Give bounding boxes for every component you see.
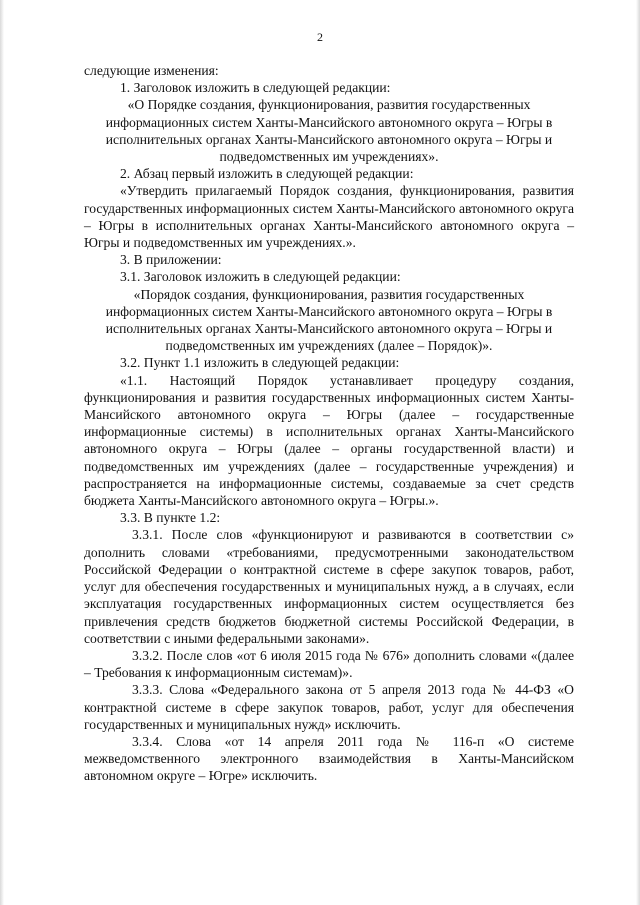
paragraph-item-3-3-2: 3.3.2. После слов «от 6 июля 2015 года № 676» дополнить словами «(далее – Требования к информационным системам)». bbox=[84, 647, 574, 681]
paragraph-item-1: 1. Заголовок изложить в следующей редакции: bbox=[120, 80, 391, 96]
scan-edge-right bbox=[636, 0, 640, 905]
paragraph-item-3-1: 3.1. Заголовок изложить в следующей редакции: bbox=[120, 269, 401, 285]
paragraph-item-3: 3. В приложении: bbox=[120, 252, 222, 268]
quoted-title-1: «О Порядке создания, функционирования, развития государственных информационных систем Ханты-Мансийского автономного округа – Югры в исполнительных органах Ханты-Мансийского автономного округа – Югры и подведомственных им учреждениях». bbox=[105, 97, 553, 165]
page-number: 2 bbox=[317, 30, 323, 44]
paragraph-item-3-3-1: 3.3.1. После слов «функционируют и развиваются в соответствии с» дополнить словами «требованиями, предусмотренными законодательством Российской Федерации о контрактной системе в сфере закупок товаров, работ, услуг для обеспечения государственных и муниципальных нужд, а в случаях, если эксплуатация государственных информационных систем осуществляется без привлечения средств бюджетов бюджетной системы Российской Федерации, в соответствии с иными федеральными законами». bbox=[84, 527, 574, 646]
scan-edge-left bbox=[0, 0, 4, 905]
paragraph-item-3-3-4: 3.3.4. Слова «от 14 апреля 2011 года № 116-п «О системе межведомственного электронного взаимодействия в Ханты-Мансийском автономном округе – Югре» исключить. bbox=[84, 733, 574, 784]
paragraph-item-2: 2. Абзац первый изложить в следующей редакции: bbox=[120, 166, 414, 182]
paragraph-intro: следующие изменения: bbox=[84, 63, 219, 78]
quoted-paragraph-3-2: «1.1. Настоящий Порядок устанавливает процедуру создания, функционирования и развития государственных информационных систем Ханты-Мансийского автономного округа – Югры (далее – государственные информационные системы) в исполнительных органах Ханты-Мансийского автономного округа – Югры (далее – органы государственной власти) и подведомственных им учреждениях (далее – государственные учреждения) и распространяется на информационные системы, создаваемые за счет средств бюджета Ханты-Мансийского автономного округа – Югры.». bbox=[84, 372, 574, 509]
paragraph-item-3-2: 3.2. Пункт 1.1 изложить в следующей редакции: bbox=[120, 355, 400, 371]
quoted-paragraph-2: «Утвердить прилагаемый Порядок создания, функционирования, развития государственных информационных систем Ханты-Мансийского автономного округа – Югры в исполнительных органах Ханты-Мансийского автономного округа – Югры и подведомственных им учреждениях.». bbox=[84, 183, 574, 251]
document-body bbox=[84, 62, 574, 785]
quoted-title-3-1: «Порядок создания, функционирования, развития государственных информационных систем Ханты-Мансийского автономного округа – Югры в исполнительных органах Ханты-Мансийского автономного округа – Югры и подведомственных им учреждениях (далее – Порядок)». bbox=[105, 286, 553, 354]
paragraph-item-3-3-3: 3.3.3. Слова «Федерального закона от 5 апреля 2013 года № 44-ФЗ «О контрактной системе в сфере закупок товаров, работ, услуг для обеспечения государственных и муниципальных нужд» исключить. bbox=[84, 682, 574, 732]
paragraph-item-3-3: 3.3. В пункте 1.2: bbox=[120, 510, 221, 526]
